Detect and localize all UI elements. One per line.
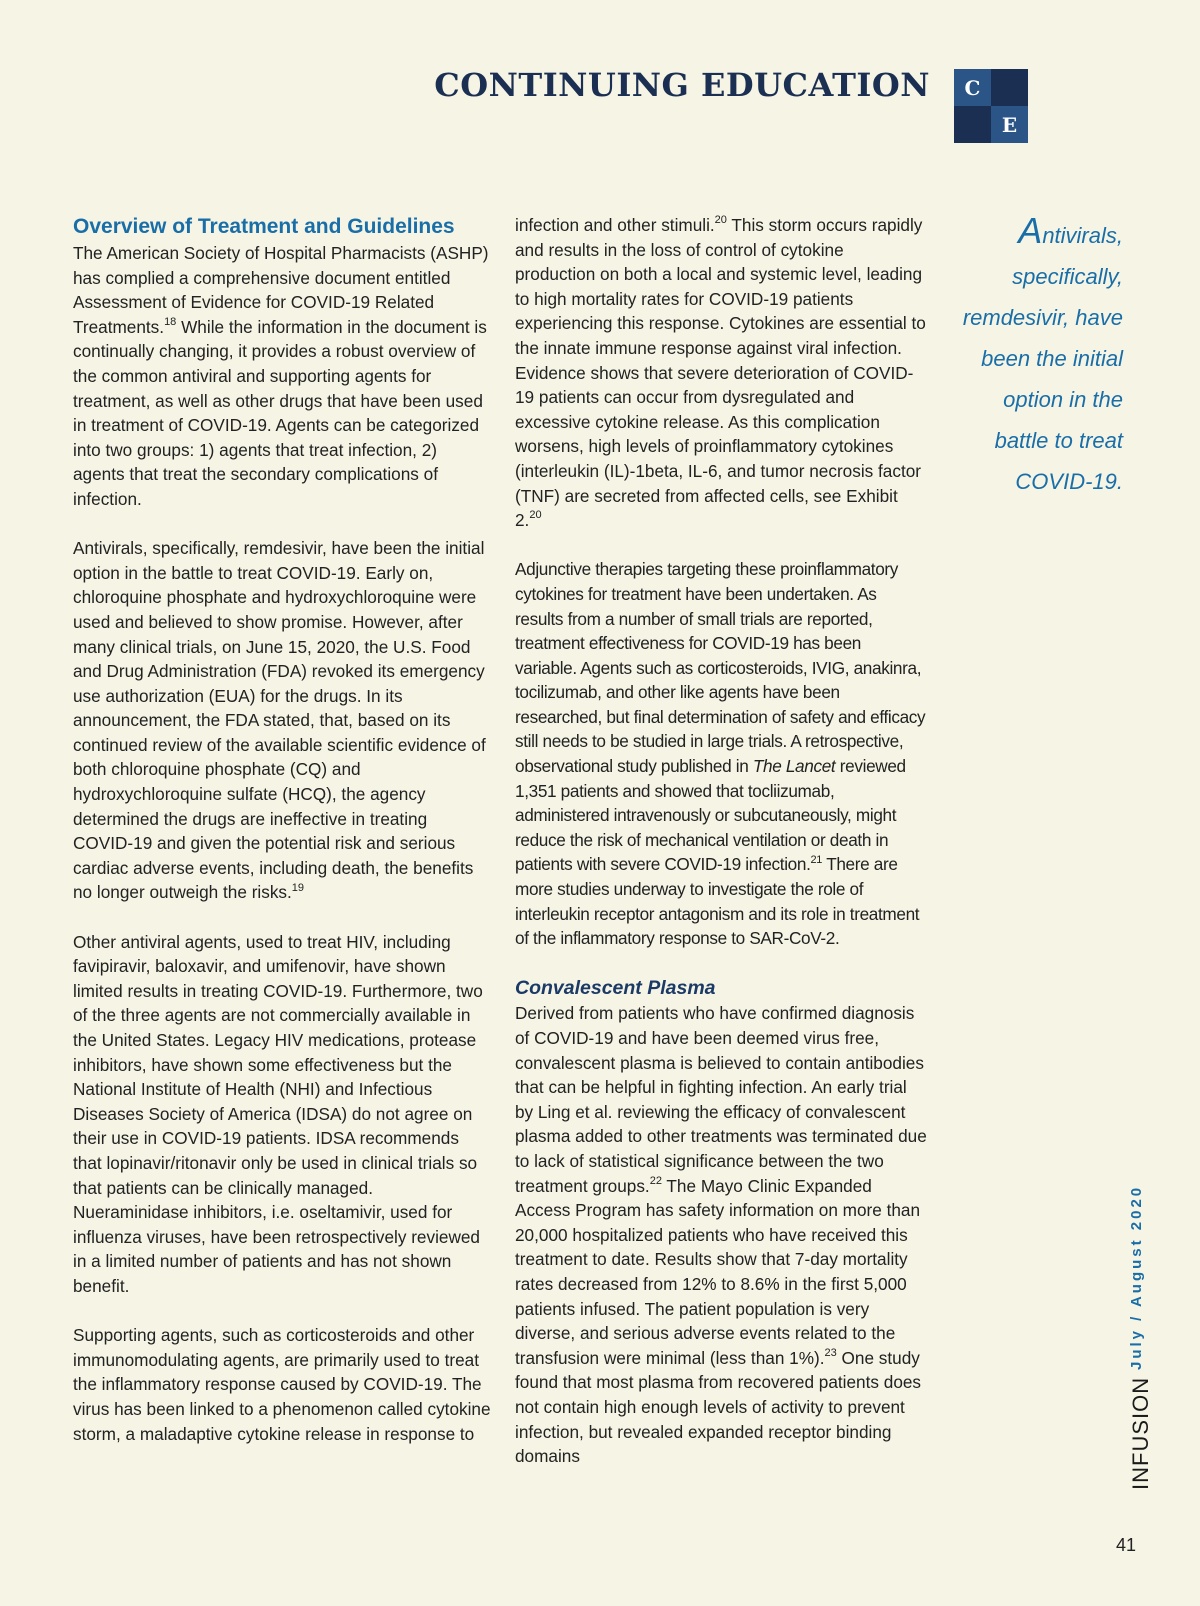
section-heading: Overview of Treatment and Guidelines xyxy=(73,215,455,238)
section-title: CONTINUING EDUCATION xyxy=(434,66,930,104)
paragraph: Derived from patients who have confirmed diagnosis of COVID-19 and have been deemed virus free, convalescent plasma is believed to contain antibodies that can be helpful in fighting infection. An early trial by Ling et al. reviewing the efficacy of convalescent plasma added to other treatments was terminated due to lack of statistical significance between the two treatment groups.$^{22}$ The Mayo Clinic Expanded Access Program has safety information on more than 20,000 hospitalized patients who have received this treatment to date. Results show that 7-day mortality rates decreased from 12% to 8.6% in the first 5,000 patients infused. The patient population is very diverse, and serious adverse events related to the transfusion were minimal (less than 1%).$^{23}$ One study found that most plasma from recovered patients does not contain high enough levels of activity to prevent infection, but revealed expanded receptor binding domains xyxy=(515,1003,927,1467)
paragraph: The American Society of Hospital Pharmacists (ASHP) has complied a comprehensive document entitled Assessment of Evidence for COVID-19 Related Treatments.$^{18}$ While the information in the document is continually changing, it provides a robust overview of the common antiviral and supporting agents for treatment, as well as other drugs that have been used in treatment of COVID-19. Agents can be categorized into two groups: 1) agents that treat infection, 2) agents that treat the secondary complications of infection. xyxy=(73,243,489,509)
left-column xyxy=(73,213,491,1471)
subsection-heading: Convalescent Plasma xyxy=(515,977,716,1000)
ce-logo-cell xyxy=(991,106,1028,143)
footnote-ref: 19 xyxy=(291,881,305,894)
pull-quote-dropcap: A xyxy=(1018,210,1043,251)
footnote-ref: 20 xyxy=(714,214,727,227)
issue-date: July / August 2020 xyxy=(1128,1184,1145,1370)
magazine-brand: INFUSION xyxy=(1128,1376,1153,1490)
footnote-ref: 18 xyxy=(164,316,177,329)
ce-logo-letter-c: C xyxy=(964,75,981,100)
ce-logo xyxy=(954,69,1028,143)
paragraph: infection and other stimuli.$^{20}$ This storm occurs rapidly and results in the loss of control of cytokine production on both a local and systemic level, leading to high mortality rates for COVID-19 patients experiencing this response. Cytokines are essential to the innate immune response against viral infection. Evidence shows that severe deterioration of COVID-19 patients can occur from dysregulated and excessive cytokine release. As this complication worsens, high levels of proinflammatory cytokines (interleukin (IL)-1beta, IL-6, and tumor necrosis factor (TNF) are secreted from affected cells, see Exhibit 2.20 xyxy=(515,214,926,531)
ce-logo-cell xyxy=(954,69,991,106)
middle-column xyxy=(515,213,927,1493)
pull-quote xyxy=(945,210,1123,502)
footnote-ref: 20 xyxy=(529,509,542,522)
ce-logo-cell xyxy=(991,69,1028,106)
footnote-ref: 22 xyxy=(649,1174,662,1187)
paragraph: Supporting agents, such as corticosteroids and other immunomodulating agents, are primarily used to treat the inflammatory response caused by COVID-19. The virus has been linked to a phenomenon called cytokine storm, a maladaptive cytokine release in response to xyxy=(73,1325,491,1444)
paragraph: Antivirals, specifically, remdesivir, have been the initial option in the battle to treat COVID-19. Early on, chloroquine phosphate and hydroxychloroquine were used and believed to show promise. However, after many clinical trials, on June 15, 2020, the U.S. Food and Drug Administration (FDA) revoked its emergency use authorization (EUA) for the drugs. In its announcement, the FDA stated, that, based on its continued review of the available scientific evidence of both chloroquine phosphate (CQ) and hydroxychloroquine sulfate (HCQ), the agency determined the drugs are ineffective in treating COVID-19 and given the potential risk and serious cardiac adverse events, including death, the benefits no longer outweigh the risks.$^{19}$ xyxy=(73,538,486,903)
page-number: 41 xyxy=(1116,1535,1137,1555)
ce-logo-letter-e: E xyxy=(1001,112,1018,137)
ce-logo-cell xyxy=(954,106,991,143)
footnote-ref: 23 xyxy=(824,1346,837,1359)
footnote-ref: 21 xyxy=(810,853,823,866)
pull-quote-text: ntivirals, specifically, remdesivir, have been the initial option in the battle to treat COVID-19. xyxy=(962,223,1123,494)
journal-title: The Lancet xyxy=(752,756,836,777)
paragraph: Other antiviral agents, used to treat HIV, including favipiravir, baloxavir, and umifenovir, have shown limited results in treating COVID-19. Furthermore, two of the three agents are not commercially available in the United States. Legacy HIV medications, protease inhibitors, have shown some effectiveness but the National Institute of Health (NHI) and Infectious Diseases Society of America (IDSA) do not agree on their use in COVID-19 patients. IDSA recommends that lopinavir/ritonavir only be used in clinical trials so that patients can be clinically managed. Nueraminidase inhibitors, i.e. oseltamivir, used for influenza viruses, have been retrospectively reviewed in a limited number of patients and has not shown benefit. xyxy=(73,931,483,1296)
paragraph: Adjunctive therapies targeting these proinflammatory cytokines for treatment have been undertaken. As results from a number of small trials are reported, treatment effectiveness for COVID-19 has been variable. Agents such as corticosteroids, IVIG, anakinra, tocilizumab, and other like agents have been researched, but final determination of safety and efficacy still needs to be studied in large trials. A retrospective, observational study published in The Lancet reviewed 1,351 patients and showed that tocliizumab, administered intravenously or subcutaneously, might reduce the risk of mechanical ventilation or death in patients with severe COVID-19 infection.$^{21}$ There are more studies underway to investigate the role of interleukin receptor antagonism and its role in treatment of the inflammatory response to SAR-CoV-2. xyxy=(515,559,926,949)
